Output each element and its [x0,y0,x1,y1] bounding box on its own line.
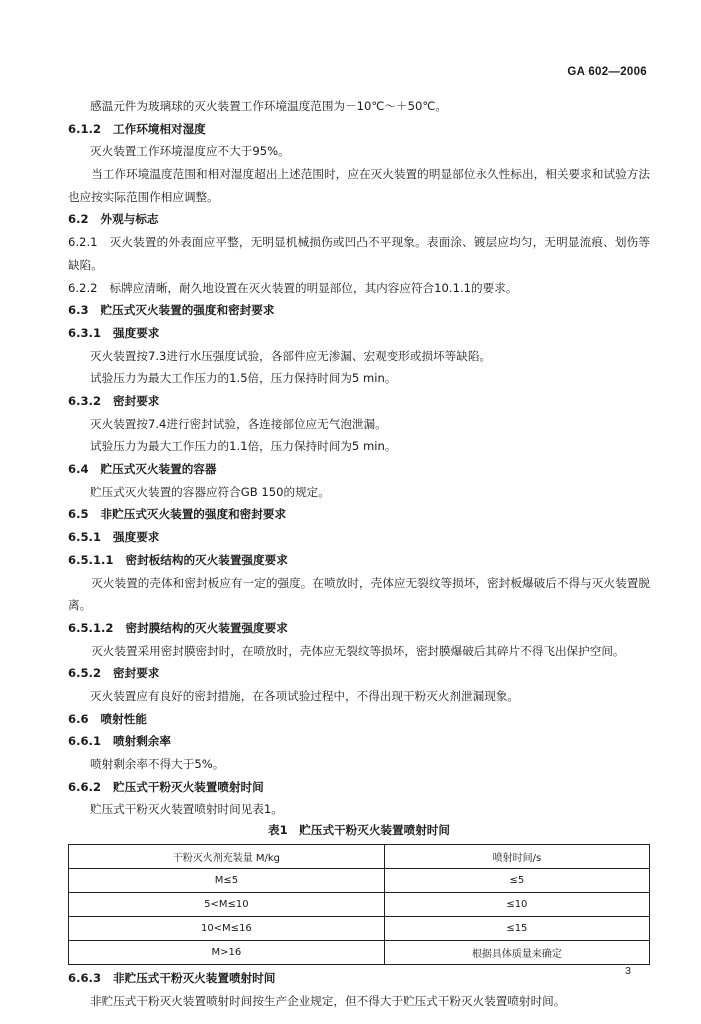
clause-number: 6.3.2 [68,394,102,408]
clause-heading [68,458,650,481]
body-paragraph: 当工作环境温度范围和相对湿度超出上述范围时，应在灭火装置的明显部位永久性标出，相关要求和试验方法也应按实际范围作相应调整。 [68,167,650,204]
clause-title: 非贮压式干粉灭火装置喷射时间 [113,971,276,986]
body-paragraph: 灭火装置的壳体和密封板应有一定的强度。在喷放时，壳体应无裂纹等损坏，密封板爆破后不得与灭火装置脱离。 [68,575,650,613]
clause-title: 强度要求 [113,530,160,545]
body-line: 试验压力为最大工作压力的1.1倍，压力保持时间为5 min。 [90,439,397,454]
body-line: 灭火装置按7.4进行密封试验，各连接部位应无气泡泄漏。 [90,416,387,431]
table-row [69,941,650,965]
table-header-row [69,845,650,869]
table-cell: ≤5 [384,869,649,893]
clause-heading [68,322,650,345]
clause-heading [68,299,650,322]
clause-number: 6.2 [68,212,89,227]
body-line: 非贮压式干粉灭火装置喷射时间按生产企业规定，但不得大于贮压式干粉灭火装置喷射时间。 [90,993,566,1008]
clause-number: 6.6.3 [68,971,102,986]
body-paragraph: 灭火装置采用密封膜密封时，在喷放时，壳体应无裂纹等损坏，密封膜爆破后其碎片不得飞出保护空间。 [91,643,625,658]
table-row [69,917,650,941]
clause-title: 密封要求 [113,666,160,681]
table-caption: 表1 贮压式干粉灭火装置喷射时间 [268,823,450,838]
body-line: 贮压式干粉灭火装置喷射时间见表1。 [90,802,283,817]
clause-text: 灭火装置的外表面应平整，无明显机械损伤或凹凸不平现象。表面涂、镀层应均匀，无明显流痕、划伤等缺陷。 [68,235,650,272]
clause-number: 6.4 [68,462,89,477]
clause-number: 6.5.1 [68,530,102,545]
clause-heading [68,526,650,549]
body-line: 灭火装置工作环境湿度应不大于95%。 [90,144,290,159]
clause-number: 6.3.1 [68,325,102,340]
table-cell: ≤10 [384,893,649,917]
clause-title: 密封膜结构的灭火装置强度要求 [125,620,288,635]
body-line: 感温元件为玻璃球的灭火装置工作环境温度范围为－10℃～＋50℃。 [90,99,447,113]
clause-number: 6.6.2 [68,779,102,794]
clause-heading [68,549,650,572]
clause-title: 密封要求 [113,394,160,408]
clause-number: 6.5 [68,507,89,522]
clause-title: 密封板结构的灭火装置强度要求 [125,552,288,567]
table-cell: M>16 [69,941,385,965]
clause-title: 喷射剩余率 [113,734,171,749]
clause-number: 6.5.1.2 [68,620,114,635]
clause-number: 6.1.2 [68,121,102,136]
clause-heading [68,776,650,799]
spray-time-table [68,844,650,965]
clause-number: 6.2.1 [68,235,98,250]
body-line: 灭火装置应有良好的密封措施，在各项试验过程中，不得出现干粉灭火剂泄漏现象。 [90,688,519,703]
table-row [69,893,650,917]
clause-title: 贮压式干粉灭火装置喷射时间 [113,779,264,794]
document-body [68,95,650,1012]
clause-title: 贮压式灭火装置的容器 [100,462,217,477]
table-header-cell: 喷射时间/s [384,845,649,869]
clause-heading [68,503,650,526]
clause-number: 6.6 [68,711,89,726]
clause-number: 6.3 [68,303,89,318]
clause-title: 喷射性能 [100,711,147,726]
clause-paragraph [68,231,650,276]
clause-number: 6.6.1 [68,734,102,749]
body-line: 贮压式灭火装置的容器应符合GB 150的规定。 [90,484,330,499]
clause-number: 6.5.2 [68,666,102,681]
clause-heading [68,118,650,141]
clause-heading [68,967,650,990]
clause-title: 贮压式灭火装置的强度和密封要求 [100,303,275,318]
body-line: 试验压力为最大工作压力的1.5倍，压力保持时间为5 min。 [90,371,397,386]
table-cell: M≤5 [69,869,385,893]
clause-title: 强度要求 [113,325,160,340]
clause-heading [68,208,650,231]
clause-number: 6.2.2 [68,280,98,295]
body-line: 灭火装置按7.3进行水压强度试验，各部件应无渗漏、宏观变形或损坏等缺陷。 [90,348,492,363]
standard-number: GA 602—2006 [567,66,647,78]
clause-heading [68,617,650,640]
clause-heading [68,662,650,685]
clause-heading [68,708,650,731]
table-cell: 根据具体质量来确定 [384,941,649,965]
clause-heading [68,390,650,413]
table-row [69,869,650,893]
page-number: 3 [625,965,631,977]
clause-title: 外观与标志 [100,212,159,227]
clause-line [68,277,650,300]
table-cell: 5<M≤10 [69,893,385,917]
clause-heading [68,730,650,753]
clause-title: 工作环境相对湿度 [113,121,206,136]
table-cell: ≤15 [384,917,649,941]
clause-text: 标牌应清晰，耐久地设置在灭火装置的明显部位，其内容应符合10.1.1的要求。 [109,280,518,295]
table-header-cell: 干粉灭火剂充装量 M/kg [69,845,385,869]
body-line: 喷射剩余率不得大于5%。 [90,757,225,772]
clause-number: 6.5.1.1 [68,552,114,567]
table-cell: 10<M≤16 [69,917,385,941]
clause-title: 非贮压式灭火装置的强度和密封要求 [100,507,287,522]
